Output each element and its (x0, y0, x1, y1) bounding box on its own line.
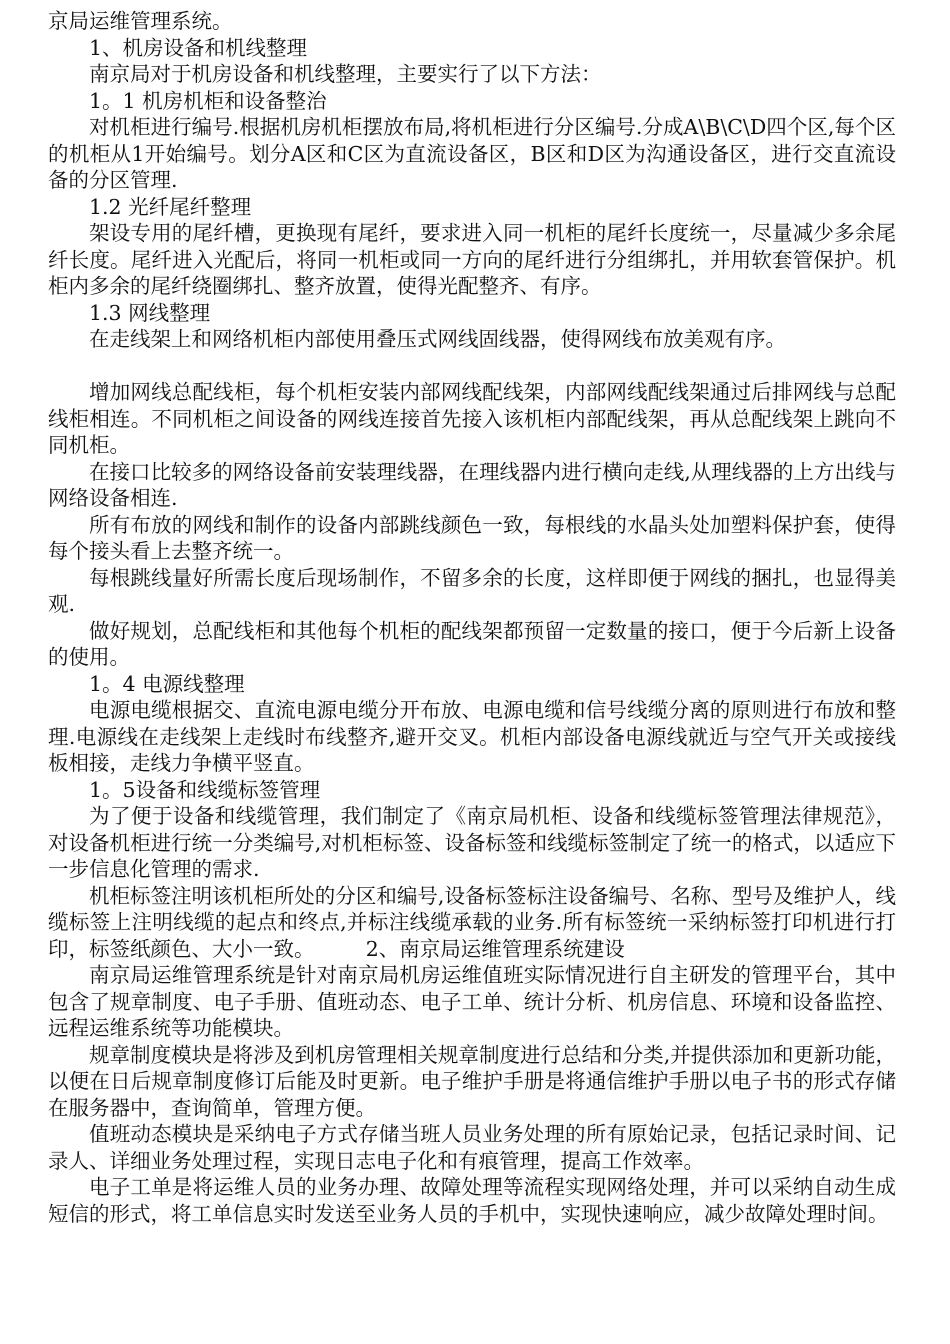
heading-1-3: 1.3 网线整理 (89, 300, 211, 325)
document-page (48, 8, 896, 1227)
paragraph: 所有布放的网线和制作的设备内部跳线颜色一致，每根线的水晶头处加塑料保护套，使得每个接头看上去整齐统一。 (48, 512, 896, 563)
paragraph: 增加网线总配线柜，每个机柜安装内部网线配线架，内部网线配线架通过后排网线与总配线柜相连。不同机柜之间设备的网线连接首先接入该机柜内部配线架，再从总配线架上跳向不同机柜。 (48, 380, 896, 457)
paragraph: 做好规划，总配线柜和其他每个机柜的配线架都预留一定数量的接口，便于今后新上设备的使用。 (48, 618, 896, 669)
paragraph: 为了便于设备和线缆管理，我们制定了《南京局机柜、设备和线缆标签管理法律规范》，对设备机柜进行统一分类编号,对机柜标签、设备标签和线缆标签制定了统一的格式，以适应下一步信息化管理的需求. (48, 804, 896, 881)
heading-section-1: 1、机房设备和机线整理 (89, 35, 308, 60)
paragraph: 在走线架上和网络机柜内部使用叠压式网线固线器，使得网线布放美观有序。 (89, 327, 786, 351)
paragraph: 架设专用的尾纤槽，更换现有尾纤，要求进入同一机柜的尾纤长度统一，尽量减少多余尾纤长度。尾纤进入光配后，将同一机柜或同一方向的尾纤进行分组绑扎，并用软套管保护。机柜内多余的尾纤绕圈绑扎、整齐放置，使得光配整齐、有序。 (48, 221, 896, 298)
paragraph: 机柜标签注明该机柜所处的分区和编号,设备标签标注设备编号、名称、型号及维护人，线缆标签上注明线缆的起点和终点,并标注线缆承载的业务.所有标签统一采纳标签打印机进行打印，标签纸颜色、大小一致。 2、南京局运维管理系统建设 (48, 883, 896, 961)
paragraph: 电源电缆根据交、直流电源电缆分开布放、电源电缆和信号线缆分离的原则进行布放和整理.电源线在走线架上走线时布线整齐,避开交叉。机柜内部设备电源线就近与空气开关或接线板相接，走线力争横平竖直。 (48, 698, 896, 775)
blank-line (48, 353, 896, 380)
paragraph: 电子工单是将运维人员的业务办理、故障处理等流程实现网络处理，并可以采纳自动生成短信的形式，将工单信息实时发送至业务人员的手机中，实现快速响应，减少故障处理时间。 (48, 1175, 896, 1226)
paragraph: 值班动态模块是采纳电子方式存储当班人员业务处理的所有原始记录，包括记录时间、记录人、详细业务处理过程，实现日志电子化和有痕管理，提高工作效率。 (48, 1122, 896, 1173)
heading-1-2: 1.2 光纤尾纤整理 (89, 194, 252, 219)
paragraph: 每根跳线量好所需长度后现场制作，不留多余的长度，这样即便于网线的捆扎，也显得美观. (48, 565, 896, 616)
paragraph: 对机柜进行编号.根据机房机柜摆放布局,将机柜进行分区编号.分成A\B\C\D四个区,每个区的机柜从1开始编号。划分A区和C区为直流设备区，B区和D区为沟通设备区，进行交直流设备的分区管理. (48, 115, 896, 192)
paragraph: 规章制度模块是将涉及到机房管理相关规章制度进行总结和分类,并提供添加和更新功能，以便在日后规章制度修订后能及时更新。电子维护手册是将通信维护手册以电子书的形式存储在服务器中，查询简单，管理方便。 (48, 1042, 896, 1120)
heading-1-5: 1。5设备和线缆标签管理 (89, 777, 321, 802)
paragraph-intro-tail: 京局运维管理系统。 (48, 9, 233, 33)
heading-1-4: 1。4 电源线整理 (89, 671, 245, 696)
heading-1-1: 1。1 机房机柜和设备整治 (89, 88, 327, 113)
paragraph: 南京局运维管理系统是针对南京局机房运维值班实际情况进行自主研发的管理平台，其中包含了规章制度、电子手册、值班动态、电子工单、统计分析、机房信息、环境和设备监控、远程运维系统等功能模块。 (48, 963, 896, 1040)
paragraph: 南京局对于机房设备和机线整理，主要实行了以下方法： (89, 62, 602, 86)
paragraph: 在接口比较多的网络设备前安装理线器，在理线器内进行横向走线,从理线器的上方出线与网络设备相连. (48, 459, 896, 510)
